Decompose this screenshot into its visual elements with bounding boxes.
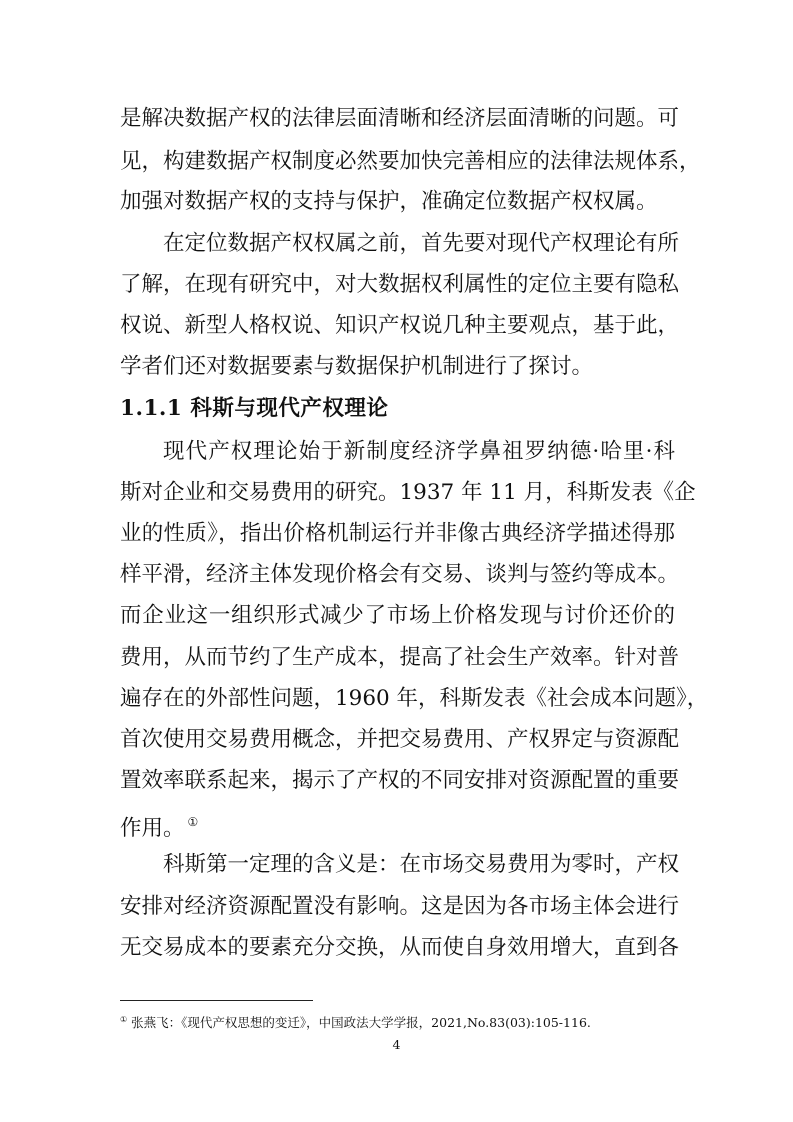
body-line: 见，构建数据产权制度必然要加快完善相应的法律法规体系， [120,149,701,174]
footnote-divider [120,1000,313,1001]
body-line: 样平滑，经济主体发现价格会有交易、谈判与签约等成本。 [120,562,680,587]
body-line: 学者们还对数据要素与数据保护机制进行了探讨。 [120,354,594,379]
body-line: 而企业这一组织形式减少了市场上价格发现与讨价还价的 [120,603,675,628]
section-heading: 1.1.1 科斯与现代产权理论 [120,396,389,421]
body-line: 了解，在现有研究中，对大数据权利属性的定位主要有隐私 [120,272,680,297]
body-line: 置效率联系起来，揭示了产权的不同安排对资源配置的重要 [120,768,680,793]
body-line [120,807,675,841]
paragraph-first-line: 在定位数据产权权属之前，首先要对现代产权理论有所 [163,231,680,256]
body-line: 是解决数据产权的法律层面清晰和经济层面清晰的问题。可 [120,106,680,131]
body-line: 遍存在的外部性问题，1960 年，科斯发表《社会成本问题》， [120,686,709,711]
footnote [120,1011,675,1032]
body-line: 加强对数据产权的支持与保护，准确定位数据产权权属。 [120,189,658,214]
footnote-marker: ① [120,1015,128,1024]
body-line: 斯对企业和交易费用的研究。1937 年 11 月，科斯发表《企 [120,480,696,505]
body-line: 权说、新型人格权说、知识产权说几种主要观点，基于此， [120,313,680,338]
body-line: 无交易成本的要素充分交换，从而使自身效用增大，直到各 [120,935,680,960]
body-line-text: 作用。 [120,816,185,841]
footnote-text: 张燕飞：《现代产权思想的变迁》，中国政法大学学报，2021,No.83(03):105-116. [131,1015,591,1030]
body-line: 业的性质》，指出价格机制运行并非像古典经济学描述得那 [120,521,675,546]
body-line: 首次使用交易费用概念，并把交易费用、产权界定与资源配 [120,727,680,752]
footnote-reference[interactable]: ① [187,815,199,829]
body-line: 安排对经济资源配置没有影响。这是因为各市场主体会进行 [120,894,680,919]
body-line: 费用，从而节约了生产成本，提高了社会生产效率。针对普 [120,645,680,670]
paragraph-first-line: 现代产权理论始于新制度经济学鼻祖罗纳德·哈里·科 [163,439,675,464]
paragraph-first-line: 科斯第一定理的含义是：在市场交易费用为零时，产权 [163,852,680,877]
page-number: 4 [392,1037,401,1052]
